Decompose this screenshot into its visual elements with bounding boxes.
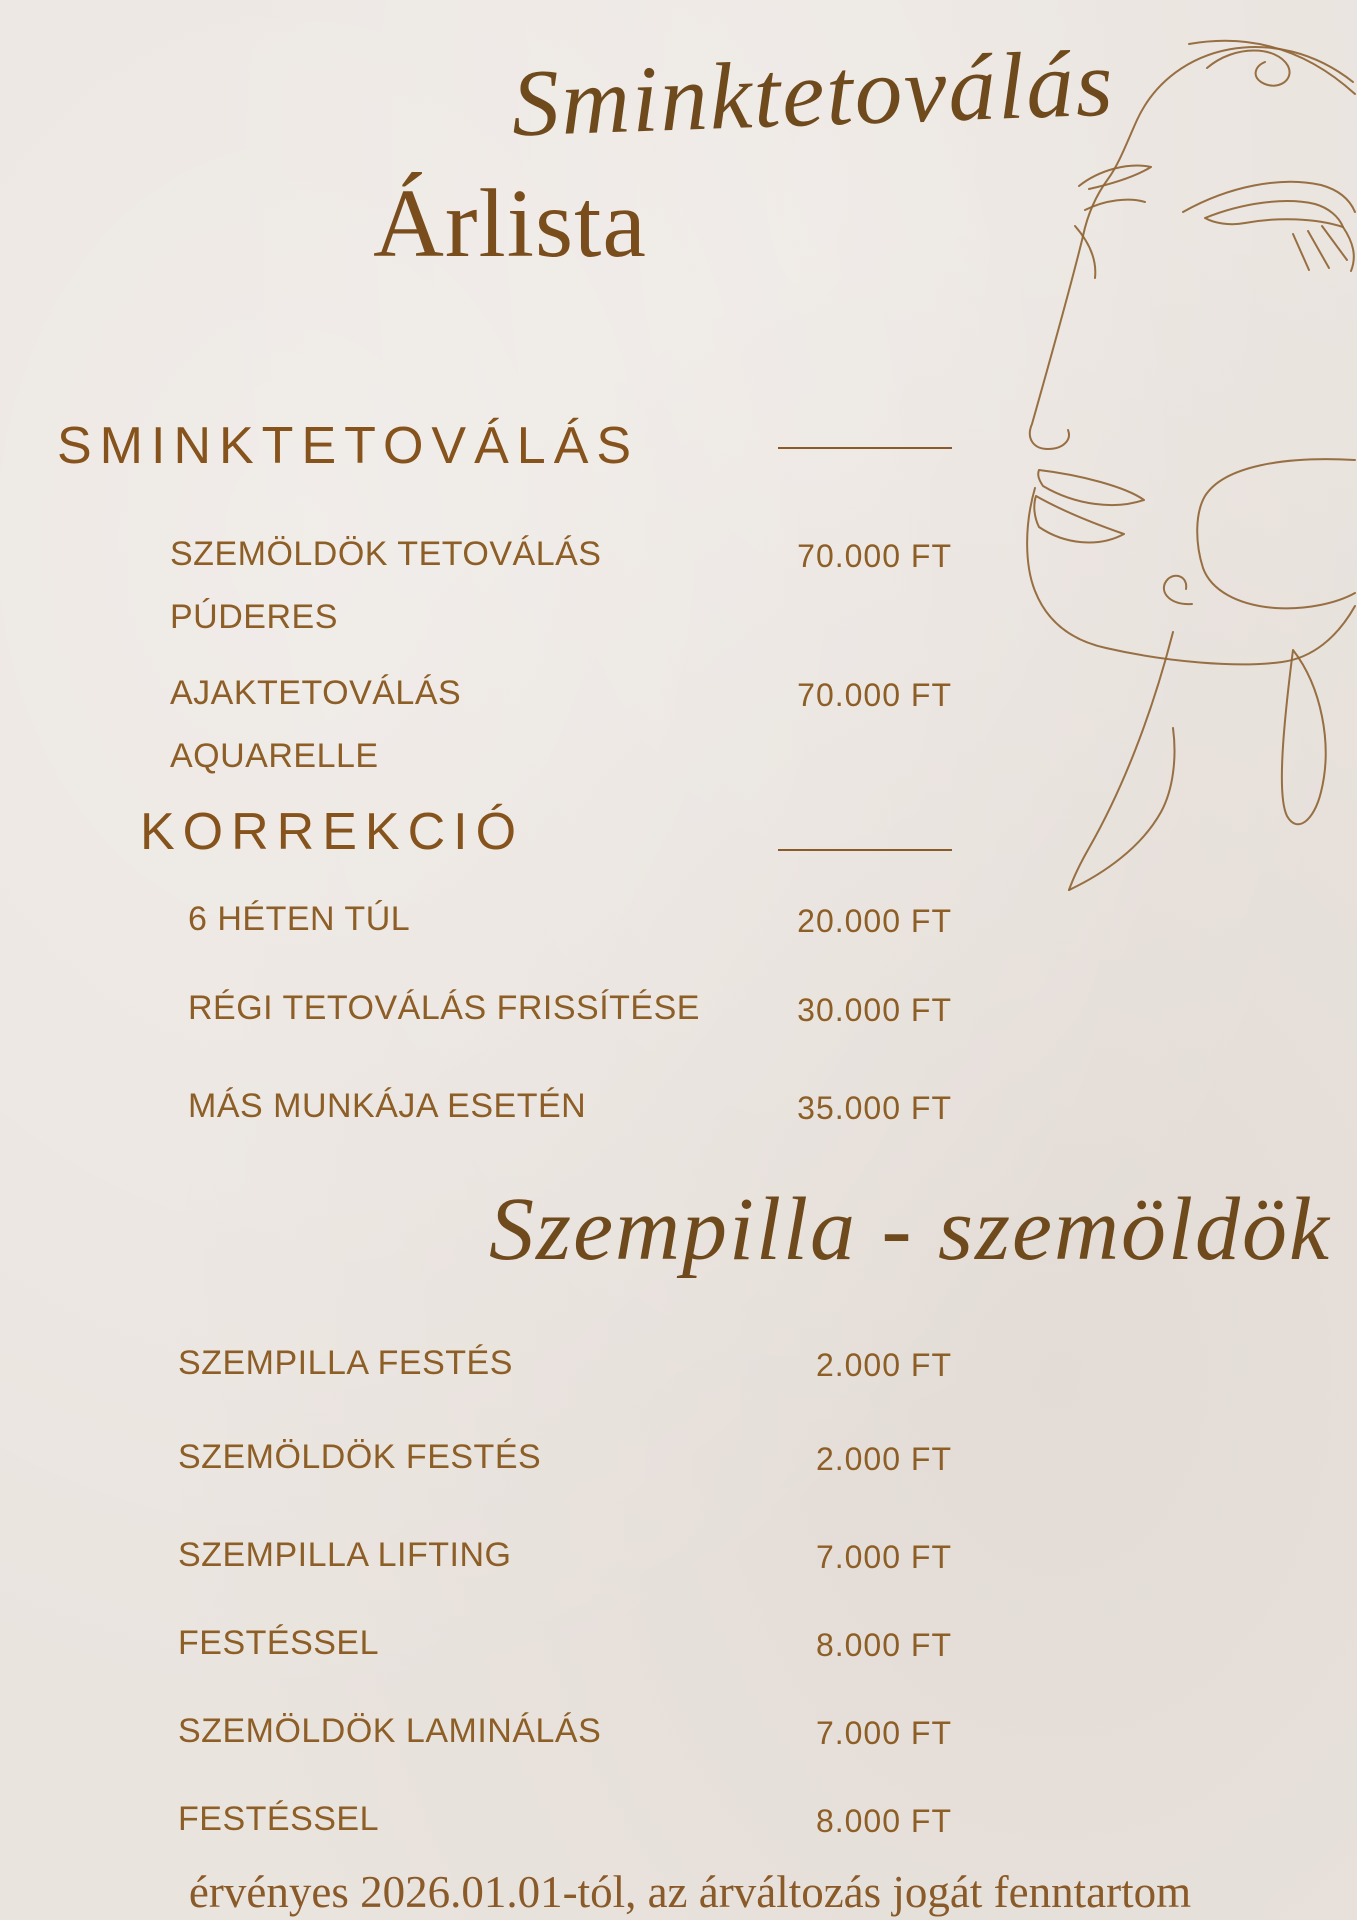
eye-fold-line [1205,201,1343,227]
lower-lip-line [1034,496,1124,542]
price-list-item-label [178,1612,379,1675]
eye-outer-tail [1343,227,1354,271]
item-price: 20.000 FT [797,903,952,939]
upper-lip-line [1038,470,1144,505]
price-list-item-label [178,1332,513,1395]
item-price: 35.000 FT [797,1090,952,1126]
price-list-item-label [170,523,601,649]
item-label-line: AQUARELLE [170,737,379,775]
section-heading-korrekcio: KORREKCIÓ [140,803,525,861]
page-title: Árlista [373,170,647,278]
section-heading-sminktetovalas: SMINKTETOVÁLÁS [57,417,640,475]
item-label-line: PÚDERES [170,598,338,636]
item-price: 7.000 FT [815,1539,952,1575]
item-label-line: SZEMÖLDÖK LAMINÁLÁS [178,1712,602,1750]
price-list-item-label [188,977,700,1040]
item-price: 7.000 FT [815,1715,952,1751]
price-list-item-label [178,1700,601,1763]
price-list-item-label [188,888,410,951]
hair-lock-curl [1207,51,1290,86]
item-label-line: FESTÉSSEL [178,1624,380,1662]
hair-strand-left [1069,632,1173,890]
item-label-line: SZEMPILLA LIFTING [178,1536,512,1574]
script-title: Sminktetoválás [509,29,1117,157]
item-price: 8.000 FT [815,1803,952,1839]
nose-profile-line [1030,236,1083,449]
item-label-line: MÁS MUNKÁJA ESETÉN [188,1087,587,1125]
eyelash-3 [1293,234,1309,270]
item-price: 30.000 FT [797,992,952,1028]
heading-rule [778,849,952,851]
price-list-item-label [178,1426,541,1489]
neck-hook [1164,576,1192,604]
price-list-item-label [178,1524,511,1587]
face-line-art [737,28,1357,898]
item-label-line: RÉGI TETOVÁLÁS FRISSÍTÉSE [188,989,700,1027]
item-label-line: 6 HÉTEN TÚL [188,900,411,938]
item-price: 8.000 FT [815,1627,952,1663]
item-price: 70.000 FT [797,538,952,574]
item-label-line: FESTÉSSEL [178,1800,380,1838]
item-label-line: SZEMÖLDÖK FESTÉS [178,1438,542,1476]
item-label-line: SZEMPILLA FESTÉS [178,1344,513,1382]
hair-strand-left-return [1069,728,1175,890]
item-price: 70.000 FT [797,677,952,713]
price-list-item-label [188,1075,586,1138]
eyelash-1 [1322,226,1347,260]
section-heading-szempilla-szemoldok: Szempilla - szemöldök [489,1180,1331,1279]
brow-wisp [1079,166,1151,189]
chin-jaw-line [1027,488,1355,664]
item-price: 2.000 FT [815,1441,952,1477]
item-price: 2.000 FT [815,1347,952,1383]
hair-strand-right [1282,650,1326,824]
item-label-line: SZEMÖLDÖK TETOVÁLÁS [170,535,602,573]
eyelash-2 [1308,231,1329,268]
heading-rule [778,447,952,449]
neck-curve [1197,459,1355,608]
eyelid-upper-line [1183,182,1355,212]
item-label-line: AJAKTETOVÁLÁS [170,674,462,712]
validity-note: érvényes 2026.01.01-tól, az árváltozás jogát fenntartom [188,1867,1192,1917]
price-list-item-label [178,1788,379,1851]
price-list-item-label [170,662,461,788]
